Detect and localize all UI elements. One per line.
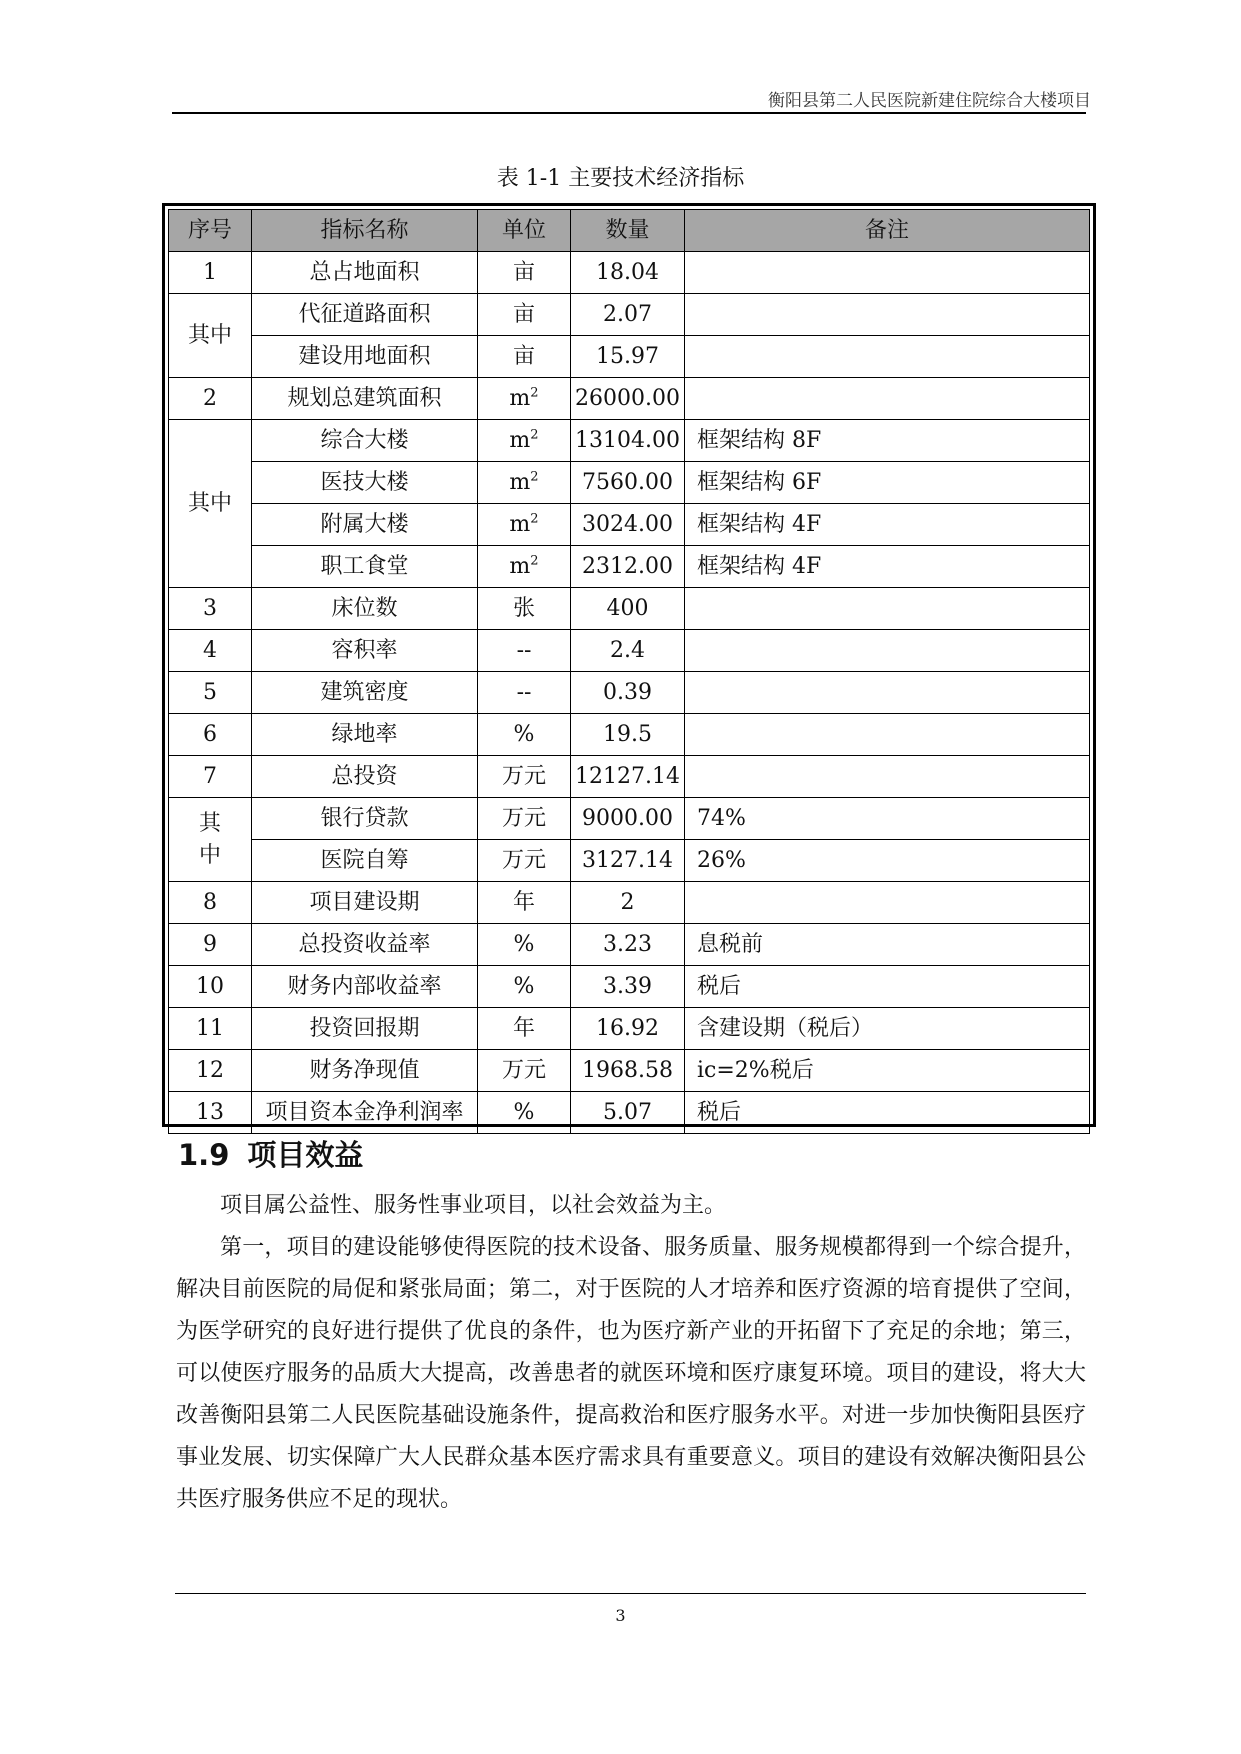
indicator-name-cell: 附属大楼 [252,504,478,546]
running-header: 衡阳县第二人民医院新建住院综合大楼项目 [768,91,1091,111]
unit-cell: % [478,924,571,966]
table-row [169,840,1090,882]
unit-superscript: 2 [530,385,539,401]
table-row [169,1008,1090,1050]
note-cell: 74% [685,798,1090,840]
group-label-cell: 其中 [169,420,252,588]
row-number-cell: 10 [169,966,252,1008]
quantity-cell: 2.07 [571,294,685,336]
quantity-cell: 3127.14 [571,840,685,882]
table-row [169,714,1090,756]
note-cell: 框架结构 6F [685,462,1090,504]
column-header: 单位 [478,210,571,252]
section-body [176,1185,1086,1521]
row-number-cell: 13 [169,1092,252,1134]
note-cell: 框架结构 4F [685,546,1090,588]
row-number-cell: 8 [169,882,252,924]
unit-superscript: 2 [530,469,539,485]
note-cell [685,252,1090,294]
footer-rule [175,1593,1086,1594]
quantity-cell: 16.92 [571,1008,685,1050]
row-number-cell: 6 [169,714,252,756]
note-cell [685,588,1090,630]
indicator-name-cell: 银行贷款 [252,798,478,840]
body-paragraph: 第一，项目的建设能够使得医院的技术设备、服务质量、服务规模都得到一个综合提升，解决目前医院的局促和紧张局面；第二，对于医院的人才培养和医疗资源的培育提供了空间，为医学研究的良好进行提供了优良的条件，也为医疗新产业的开拓留下了充足的余地；第三，可以使医疗服务的品质大大提高，改善患者的就医环境和医疗康复环境。项目的建设，将大大改善衡阳县第二人民医院基础设施条件，提高救治和医疗服务水平。对进一步加快衡阳县医疗事业发展、切实保障广大人民群众基本医疗需求具有重要意义。项目的建设有效解决衡阳县公共医疗服务供应不足的现状。 [176,1235,1086,1512]
indicator-name-cell: 项目资本金净利润率 [252,1092,478,1134]
section-heading [178,1133,363,1174]
quantity-cell: 2312.00 [571,546,685,588]
indicator-name-cell: 建筑密度 [252,672,478,714]
row-number-cell: 4 [169,630,252,672]
unit-cell [478,504,571,546]
header-rule [172,112,1086,114]
row-number-cell: 9 [169,924,252,966]
quantity-cell: 2.4 [571,630,685,672]
indicator-name-cell: 总投资 [252,756,478,798]
indicator-name-cell: 财务内部收益率 [252,966,478,1008]
table-row [169,294,1090,336]
column-header: 序号 [169,210,252,252]
row-number-cell: 11 [169,1008,252,1050]
quantity-cell: 18.04 [571,252,685,294]
table-row [169,882,1090,924]
quantity-cell: 7560.00 [571,462,685,504]
table-row [169,420,1090,462]
note-cell: 税后 [685,966,1090,1008]
column-header: 指标名称 [252,210,478,252]
indicator-name-cell: 容积率 [252,630,478,672]
note-cell [685,756,1090,798]
indicator-name-cell: 床位数 [252,588,478,630]
indicator-name-cell: 医院自筹 [252,840,478,882]
unit-text: m [509,511,531,537]
unit-cell: % [478,1092,571,1134]
unit-superscript: 2 [530,427,539,443]
unit-cell [478,378,571,420]
quantity-cell: 26000.00 [571,378,685,420]
note-cell: 框架结构 8F [685,420,1090,462]
group-label-cell: 其中 [169,798,252,882]
note-cell: ic=2%税后 [685,1050,1090,1092]
indicator-name-cell: 总占地面积 [252,252,478,294]
quantity-cell: 13104.00 [571,420,685,462]
indicator-name-cell: 财务净现值 [252,1050,478,1092]
table-row [169,1050,1090,1092]
unit-cell: 万元 [478,798,571,840]
quantity-cell: 400 [571,588,685,630]
table-caption: 表 1-1 主要技术经济指标 [496,166,745,191]
indicators-table-frame [162,203,1096,1127]
note-cell: 框架结构 4F [685,504,1090,546]
note-cell [685,336,1090,378]
unit-text: m [509,385,531,411]
quantity-cell: 1968.58 [571,1050,685,1092]
table-row [169,588,1090,630]
indicator-name-cell: 建设用地面积 [252,336,478,378]
unit-cell [478,420,571,462]
note-cell [685,714,1090,756]
note-cell [685,882,1090,924]
unit-cell: 万元 [478,1050,571,1092]
column-header: 数量 [571,210,685,252]
unit-cell: 年 [478,882,571,924]
unit-text: m [509,469,531,495]
quantity-cell: 3024.00 [571,504,685,546]
indicator-name-cell: 职工食堂 [252,546,478,588]
quantity-cell: 2 [571,882,685,924]
indicators-table [168,209,1090,1134]
quantity-cell: 3.39 [571,966,685,1008]
row-number-cell: 1 [169,252,252,294]
note-cell: 税后 [685,1092,1090,1134]
unit-cell: 亩 [478,294,571,336]
quantity-cell: 12127.14 [571,756,685,798]
quantity-cell: 3.23 [571,924,685,966]
note-cell [685,378,1090,420]
unit-text: m [509,553,531,579]
indicator-name-cell: 综合大楼 [252,420,478,462]
page-number: 3 [615,1606,626,1625]
indicator-name-cell: 绿地率 [252,714,478,756]
table-row [169,378,1090,420]
quantity-cell: 5.07 [571,1092,685,1134]
table-row [169,546,1090,588]
table-row [169,1092,1090,1134]
note-cell: 含建设期（税后） [685,1008,1090,1050]
unit-cell: 年 [478,1008,571,1050]
indicator-name-cell: 医技大楼 [252,462,478,504]
section-title: 项目效益 [247,1138,364,1172]
quantity-cell: 9000.00 [571,798,685,840]
row-number-cell: 2 [169,378,252,420]
row-number-cell: 3 [169,588,252,630]
note-cell: 息税前 [685,924,1090,966]
table-row [169,798,1090,840]
note-cell: 26% [685,840,1090,882]
table-row [169,336,1090,378]
indicator-name-cell: 项目建设期 [252,882,478,924]
note-cell [685,672,1090,714]
quantity-cell: 15.97 [571,336,685,378]
table-row [169,630,1090,672]
table-header-row [169,210,1090,252]
group-label-cell: 其中 [169,294,252,378]
unit-cell: 万元 [478,840,571,882]
indicator-name-cell: 投资回报期 [252,1008,478,1050]
indicator-name-cell: 代征道路面积 [252,294,478,336]
column-header: 备注 [685,210,1090,252]
unit-superscript: 2 [530,553,539,569]
unit-cell [478,462,571,504]
indicator-name-cell: 规划总建筑面积 [252,378,478,420]
unit-cell: % [478,966,571,1008]
unit-cell: 亩 [478,252,571,294]
unit-text: m [509,427,531,453]
unit-cell: -- [478,672,571,714]
quantity-cell: 0.39 [571,672,685,714]
table-row [169,462,1090,504]
table-row [169,924,1090,966]
unit-cell [478,546,571,588]
unit-cell: % [478,714,571,756]
body-paragraph: 项目属公益性、服务性事业项目，以社会效益为主。 [220,1193,727,1218]
unit-cell: 万元 [478,756,571,798]
table-row [169,966,1090,1008]
row-number-cell: 7 [169,756,252,798]
note-cell [685,630,1090,672]
unit-cell: 亩 [478,336,571,378]
table-row [169,504,1090,546]
unit-cell: 张 [478,588,571,630]
unit-superscript: 2 [530,511,539,527]
table-row [169,756,1090,798]
unit-cell: -- [478,630,571,672]
note-cell [685,294,1090,336]
row-number-cell: 12 [169,1050,252,1092]
table-row [169,672,1090,714]
row-number-cell: 5 [169,672,252,714]
section-number: 1.9 [178,1138,230,1172]
quantity-cell: 19.5 [571,714,685,756]
indicator-name-cell: 总投资收益率 [252,924,478,966]
table-row [169,252,1090,294]
